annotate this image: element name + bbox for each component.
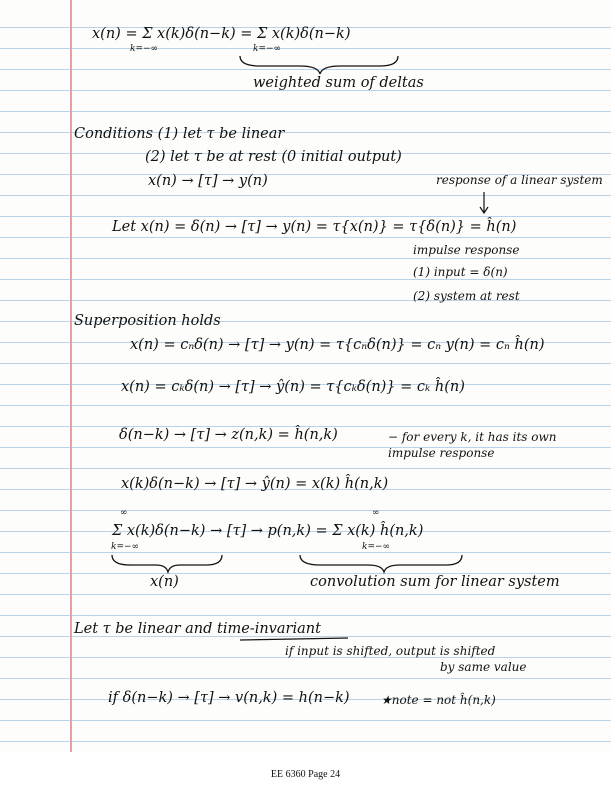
top-underbrace [240, 56, 398, 74]
let-impulse-equation: Let x(n) = δ(n) → [τ] → y(n) = τ{x(n)} = τ{δ(n)} = ĥ(n) [112, 219, 517, 235]
response-arrow [480, 192, 488, 213]
xn-brace-label: x(n) [150, 574, 179, 590]
sum-lower-left: k=−∞ [111, 542, 140, 552]
shift-note-1: if input is shifted, output is shifted [285, 644, 496, 658]
superposition-eq-5: Σ x(k)δ(n−k) → [τ] → p(n,k) = Σ x(k) ĥ(n,k) [112, 523, 424, 539]
sum-lower-right: k=−∞ [362, 542, 391, 552]
impulse-condition-1: (1) input = δ(n) [413, 265, 508, 279]
lti-equation: if δ(n−k) → [τ] → v(n,k) = h(n−k) [108, 690, 350, 706]
superposition-eq-2: x(n) = cₖδ(n) → [τ] → ŷ(n) = τ{cₖδ(n)} = cₖ ĥ(n) [121, 379, 465, 395]
time-invariant-underline [240, 638, 348, 640]
superposition-eq-4: x(k)δ(n−k) → [τ] → ŷ(n) = x(k) ĥ(n,k) [121, 476, 389, 492]
convolution-underbrace [300, 555, 462, 572]
page-footer: EE 6360 Page 24 [270, 769, 341, 780]
xn-underbrace [112, 555, 222, 572]
sum-upper-right: ∞ [372, 508, 380, 518]
sum-upper-left: ∞ [120, 508, 128, 518]
response-label: response of a linear system [436, 173, 603, 187]
lti-note: ★note = not ĥ(n,k) [381, 693, 496, 707]
superposition-eq-3: δ(n−k) → [τ] → z(n,k) = ĥ(n,k) [119, 427, 338, 443]
superposition-heading: Superposition holds [74, 313, 221, 329]
impulse-response-label: impulse response [413, 243, 520, 257]
lti-line: Let τ be linear and time-invariant [74, 621, 321, 637]
conditions-line-1: Conditions (1) let τ be linear [74, 126, 285, 142]
impulse-condition-2: (2) system at rest [413, 289, 520, 303]
every-k-note-1: − for every k, it has its own [388, 430, 557, 444]
weighted-sum-label: weighted sum of deltas [253, 75, 424, 91]
conditions-line-2: (2) let τ be at rest (0 initial output) [145, 149, 402, 165]
convolution-label: convolution sum for linear system [310, 574, 560, 590]
system-diagram: x(n) → [τ] → y(n) [148, 173, 268, 189]
shift-note-2: by same value [440, 660, 527, 674]
superposition-eq-1: x(n) = cₙδ(n) → [τ] → y(n) = τ{cₙδ(n)} = cₙ y(n) = cₙ ĥ(n) [130, 337, 545, 353]
top-equation: x(n) = Σ x(k)δ(n−k) = Σ x(k)δ(n−k) [92, 26, 351, 42]
top-sum-limit-right: k=−∞ [253, 44, 282, 54]
top-sum-limit-left: k=−∞ [130, 44, 159, 54]
every-k-note-2: impulse response [388, 446, 495, 460]
